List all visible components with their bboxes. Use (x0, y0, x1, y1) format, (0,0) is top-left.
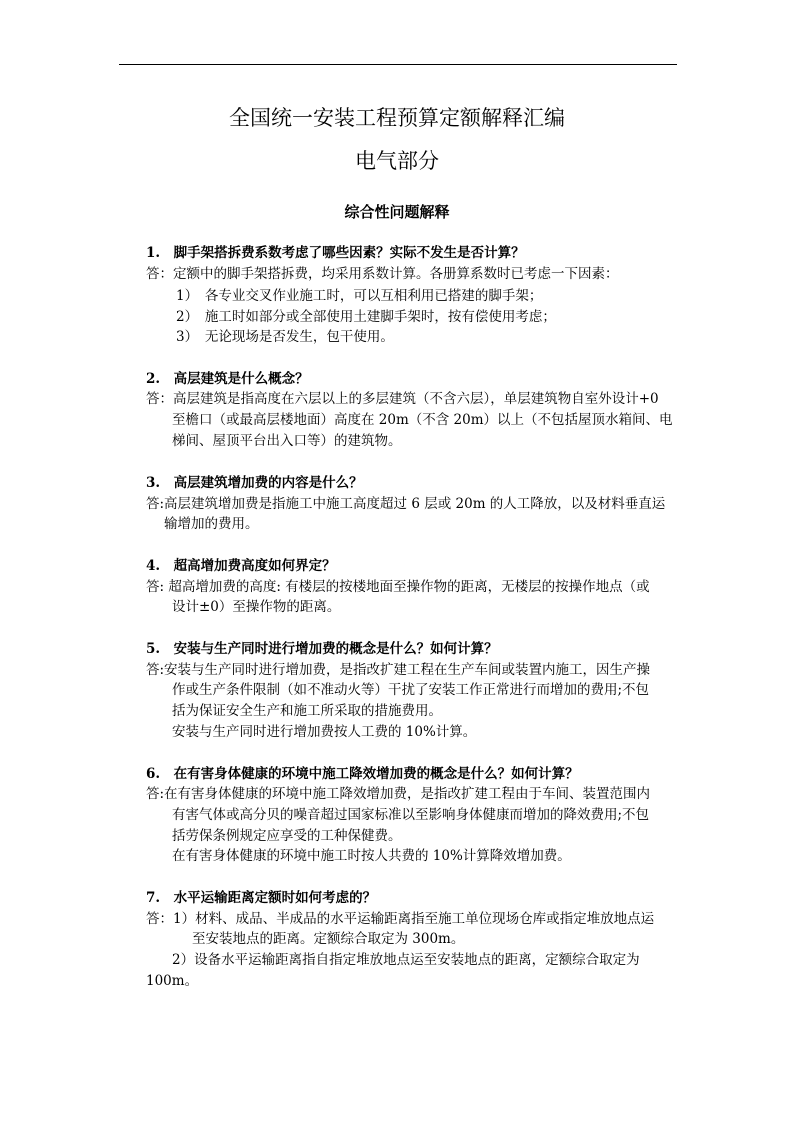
answer-7-line: 2）设备水平运输距离指自指定堆放地点运至安装地点的距离，定额综合取定为 (172, 952, 640, 968)
question-7: 7. 水平运输距离定额时如何考虑的？ (146, 890, 377, 906)
question-4: 4. 超高增加费高度如何界定？ (146, 558, 336, 574)
answer-2-line: 梯间、屋顶平台出入口等）的建筑物。 (172, 433, 402, 449)
answer-1-item: 1） 各专业交叉作业施工时，可以互相利用已搭建的脚手架； (176, 288, 543, 304)
answer-3-line: 输增加的费用。 (164, 516, 259, 532)
answer-4-line: 设计±0）至操作物的距离。 (172, 599, 341, 615)
question-2: 2. 高层建筑是什么概念？ (146, 371, 309, 387)
section-heading: 综合性问题解释 (344, 203, 450, 221)
question-5: 5. 安装与生产同时进行增加费的概念是什么？如何计算？ (146, 641, 498, 657)
document-subtitle: 电气部分 (355, 149, 439, 173)
answer-7-line: 100m。 (146, 973, 199, 989)
answer-5-line: 答:安装与生产同时进行增加费，是指改扩建工程在生产车间或装置内施工，因生产操 (146, 662, 651, 678)
question-6: 6. 在有害身体健康的环境中施工降效增加费的概念是什么？如何计算？ (146, 766, 579, 782)
answer-4-line: 答: 超高增加费的高度: 有楼层的按楼地面至操作物的距离，无楼层的按操作地点（或 (146, 579, 650, 595)
answer-1: 答：定额中的脚手架搭拆费，均采用系数计算。各册算系数时已考虑一下因素： (146, 266, 619, 282)
answer-6-line: 答:在有害身体健康的环境中施工降效增加费，是指改扩建工程由于车间、装置范围内 (146, 786, 651, 802)
header-rule (119, 64, 677, 65)
answer-5-line: 作或生产条件限制（如不准动火等）干扰了安装工作正常进行而增加的费用;不包 (172, 682, 650, 698)
answer-6-line: 有害气体或高分贝的噪音超过国家标准以至影响身体健康而增加的降效费用;不包 (172, 807, 650, 823)
answer-1-item: 3） 无论现场是否发生，包干使用。 (176, 329, 394, 345)
answer-2-line: 答：高层建筑是指高度在六层以上的多层建筑（不含六层），单层建筑物自室外设计+0 (146, 391, 659, 407)
answer-2-line: 至檐口（或最高层楼地面）高度在 20m（不含 20m）以上（不包括屋顶水箱间、电 (172, 412, 673, 428)
answer-6-line: 括劳保条例规定应享受的工种保健费。 (172, 828, 402, 844)
document-title: 全国统一安装工程预算定额解释汇编 (229, 106, 565, 130)
answer-5-line: 安装与生产同时进行增加费按人工费的 10%计算。 (172, 724, 477, 740)
answer-1-item: 2） 施工时如部分或全部使用土建脚手架时，按有偿使用考虑； (176, 309, 556, 325)
answer-6-line: 在有害身体健康的环境中施工时按人共费的 10%计算降效增加费。 (172, 848, 571, 864)
answer-7-line: 答：1）材料、成品、半成品的水平运输距离指至施工单位现场仓库或指定堆放地点运 (146, 911, 655, 927)
question-3: 3. 高层建筑增加费的内容是什么？ (146, 475, 363, 491)
question-1: 1. 脚手架搭拆费系数考虑了哪些因素？实际不发生是否计算？ (146, 245, 525, 261)
answer-7-line: 至安装地点的距离。定额综合取定为 300m。 (192, 931, 465, 947)
answer-3-line: 答:高层建筑增加费是指施工中施工高度超过 6 层或 20m 的人工降放，以及材料垂直运 (146, 496, 666, 512)
answer-5-line: 括为保证安全生产和施工所采取的措施费用。 (172, 703, 442, 719)
